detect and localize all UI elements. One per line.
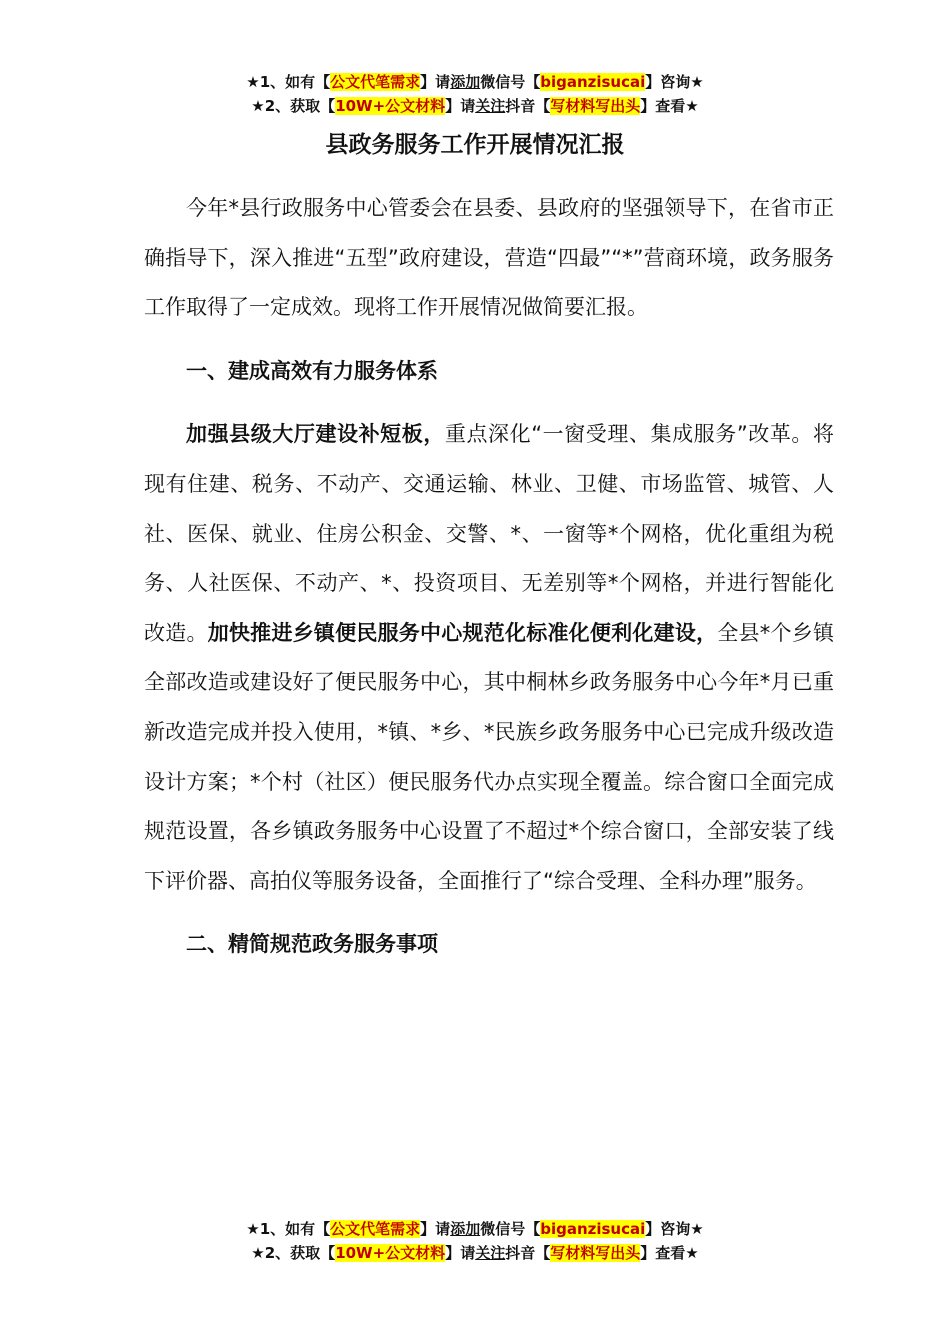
spacer (144, 906, 834, 920)
footer-line1-highlight-1: 公文代笔需求 (330, 1220, 421, 1238)
banner-line1-mid-2: 微信号【 (480, 73, 541, 91)
footer-line2-mid-2: 抖音【 (505, 1244, 551, 1262)
banner-line2-suffix: 】查看★ (640, 97, 699, 115)
footer-line2-suffix: 】查看★ (640, 1244, 699, 1262)
footer-line1-highlight-2: biganzisucai (540, 1220, 646, 1238)
footer-line-2 (0, 1241, 950, 1265)
section-1-bold-lead-2: 加快推进乡镇便民服务中心规范化标准化便利化建设， (207, 620, 718, 645)
footer-line1-mid-2: 微信号【 (480, 1220, 541, 1238)
document-title: 县政务服务工作开展情况汇报 (325, 132, 625, 158)
footer-line1-suffix: 】咨询★ (645, 1220, 704, 1238)
banner-line1-underlined: 添加 (450, 73, 481, 91)
section-1-bold-lead-1: 加强县级大厅建设补短板， (186, 422, 445, 447)
spacer (144, 396, 834, 410)
banner-line2-highlight-2: 写材料写出头 (550, 97, 641, 115)
header-banner (0, 70, 950, 118)
footer-banner (0, 1217, 950, 1265)
footer-line2-mid-1: 】请 (445, 1244, 476, 1262)
banner-line-2 (0, 94, 950, 118)
banner-line2-highlight-1: 10W+公文材料 (335, 97, 446, 115)
footer-line1-prefix: ★1、如有【 (246, 1220, 331, 1238)
banner-line-1 (0, 70, 950, 94)
section-1-text-2: 全县*个乡镇全部改造或建设好了便民服务中心，其中桐林乡政务服务中心今年*月已重新改造完成并投入使用，*镇、*乡、*民族乡政务服务中心已完成升级改造设计方案；*个村（社区）便民服务代办点实现全覆盖。综合窗口全面完成规范设置，各乡镇政务服务中心设置了不超过*个综合窗口，全部安装了线下评价器、高拍仪等服务设备，全面推行了“综合受理、全科办理”服务。 (144, 620, 834, 893)
banner-line2-mid-2: 抖音【 (505, 97, 551, 115)
spacer (144, 333, 834, 347)
banner-line1-prefix: ★1、如有【 (246, 73, 331, 91)
footer-line2-prefix: ★2、获取【 (251, 1244, 336, 1262)
intro-paragraph: 今年*县行政服务中心管委会在县委、县政府的坚强领导下，在省市正确指导下，深入推进“五型”政府建设，营造“四最”“*”营商环境，政务服务工作取得了一定成效。现将工作开展情况做简要汇报。 (144, 196, 834, 320)
document-body (144, 184, 834, 970)
banner-line1-suffix: 】咨询★ (645, 73, 704, 91)
section-2-heading: 二、精简规范政务服务事项 (186, 932, 438, 957)
banner-line2-mid-1: 】请 (445, 97, 476, 115)
banner-line2-prefix: ★2、获取【 (251, 97, 336, 115)
banner-line1-mid-1: 】请 (420, 73, 451, 91)
footer-line2-highlight-1: 10W+公文材料 (335, 1244, 446, 1262)
footer-line1-mid-1: 】请 (420, 1220, 451, 1238)
section-1-text-1: 重点深化“一窗受理、集成服务”改革。将现有住建、税务、不动产、交通运输、林业、卫健、市场监管、城管、人社、医保、就业、住房公积金、交警、*、一窗等*个网格，优化重组为税务、人社医保、不动产、*、投资项目、无差别等*个网格，并进行智能化改造。 (144, 422, 835, 645)
footer-line2-highlight-2: 写材料写出头 (550, 1244, 641, 1262)
banner-line1-highlight-1: 公文代笔需求 (330, 73, 421, 91)
footer-line-1 (0, 1217, 950, 1241)
footer-line2-underlined: 关注 (475, 1244, 506, 1262)
section-1-paragraph (144, 410, 834, 906)
footer-line1-underlined: 添加 (450, 1220, 481, 1238)
section-1-heading: 一、建成高效有力服务体系 (186, 358, 438, 383)
banner-line1-highlight-2: biganzisucai (540, 73, 646, 91)
banner-line2-underlined: 关注 (475, 97, 506, 115)
